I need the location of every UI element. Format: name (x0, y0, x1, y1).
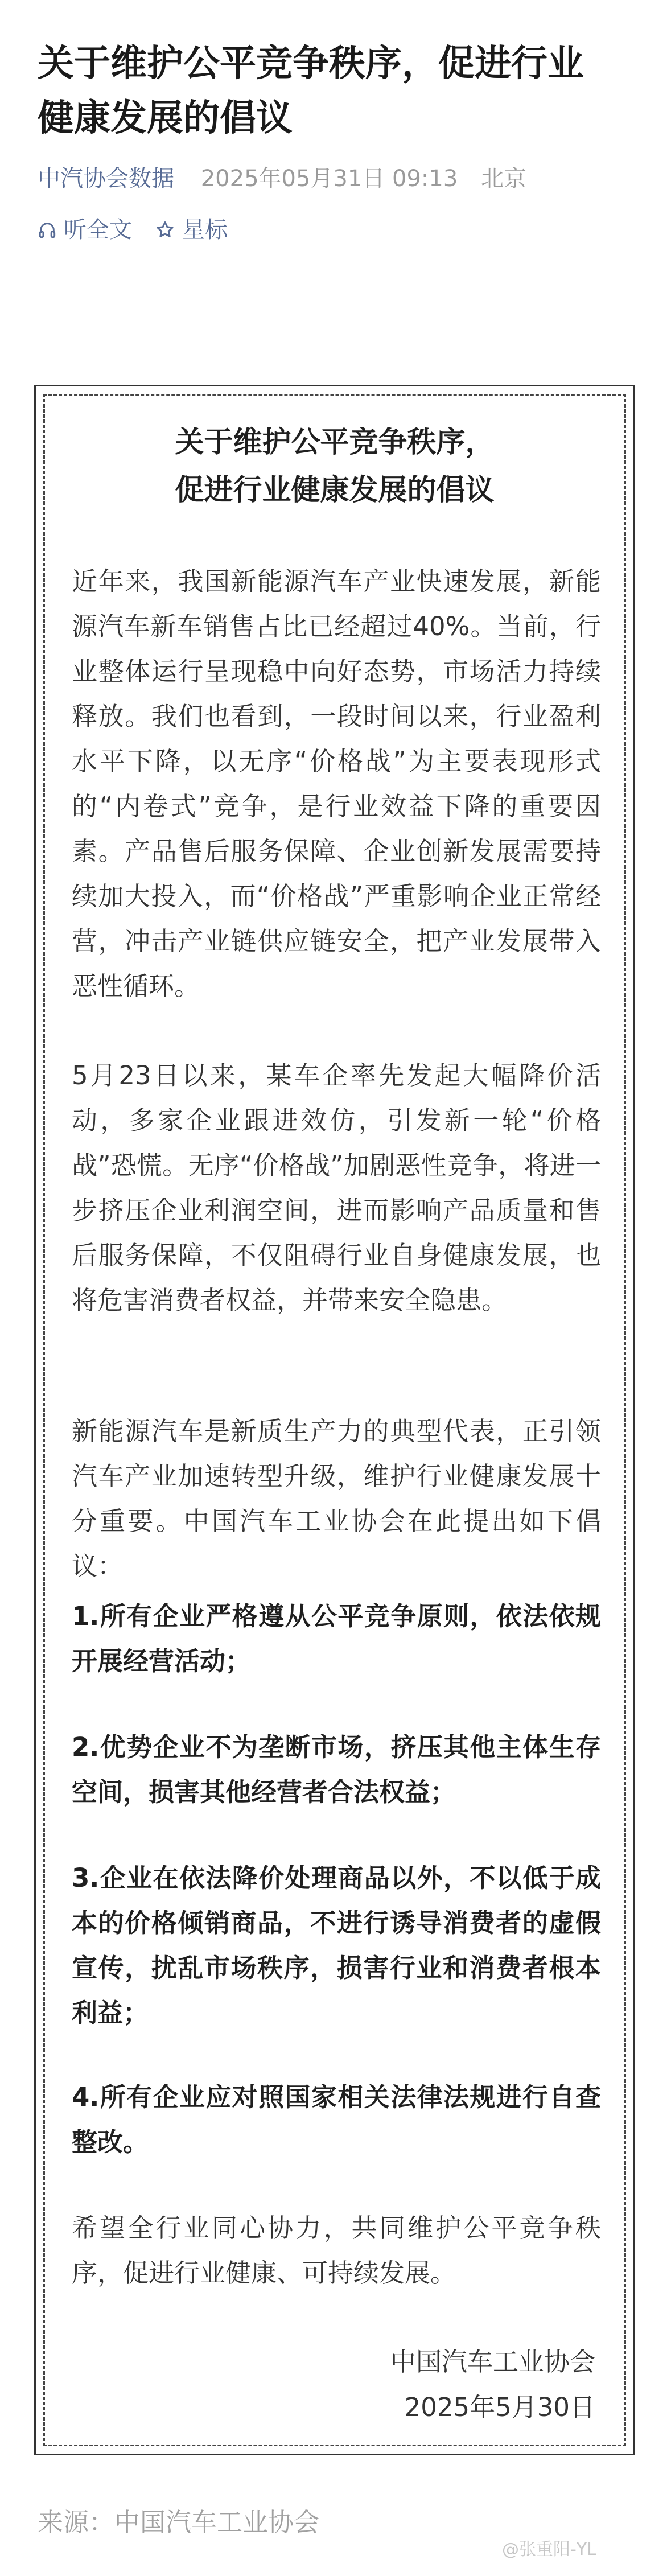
watermark: @张重阳-YL (502, 2540, 596, 2559)
sign-date: 2025年5月30日 (404, 2392, 595, 2422)
listen-label: 听全文 (64, 217, 132, 243)
account-name-link[interactable]: 中汽协会数据 (38, 166, 174, 192)
star-label: 星标 (182, 217, 228, 243)
document-title (57, 419, 612, 515)
proposal-item-1: 1.所有企业严格遵从公平竞争原则，依法依规开展经营活动； (72, 1601, 601, 1676)
proposal-item-4: 4.所有企业应对照国家相关法律法规进行自查整改。 (72, 2082, 601, 2157)
publish-date: 2025年05月31日 09:13 (200, 166, 458, 192)
paragraph-intro: 近年来，我国新能源汽车产业快速发展，新能源汽车新车销售占比已经超过40%。当前，行业整体运行呈现稳中向好态势，市场活力持续释放。我们也看到，一段时间以来，行业盈利水平下降，以无序“价格战”为主要表现形式的“内卷式”竞争，是行业效益下降的重要因素。产品售后服务保障、企业创新发展需要持续加大投入，而“价格战”严重影响企业正常经营，冲击产业链供应链安全，把产业发展带入恶性循环。 (72, 566, 601, 1001)
document-title-line-1: 关于维护公平竞争秩序， (175, 426, 495, 459)
article-meta (38, 163, 526, 195)
source-line: 来源：中国汽车工业协会 (38, 2507, 320, 2537)
article-actions (38, 214, 250, 246)
paragraph-closing: 希望全行业同心协力，共同维护公平竞争秩序，促进行业健康、可持续发展。 (72, 2213, 601, 2288)
star-icon (155, 220, 175, 240)
article-title (38, 36, 641, 146)
proposal-item-3: 3.企业在依法降价处理商品以外，不以低于成本的价格倾销商品，不进行诱导消费者的虚假宣传，扰乱市场秩序，损害行业和消费者根本利益； (72, 1863, 601, 2028)
article-title-line-2: 健康发展的倡议 (38, 97, 293, 139)
article-title-line-1: 关于维护公平竞争秩序，促进行业 (38, 43, 584, 85)
paragraph-price-war: 5月23日以来，某车企率先发起大幅降价活动，多家企业跟进效仿，引发新一轮“价格战”恐慌。无序“价格战”加剧恶性竞争，将进一步挤压企业利润空间，进而影响产品质量和售后服务保障，不仅阻碍行业自身健康发展，也将危害消费者权益，并带来安全隐患。 (72, 1060, 601, 1315)
listen-button[interactable] (38, 214, 132, 246)
headphones-icon (38, 220, 57, 240)
document-title-line-2: 促进行业健康发展的倡议 (175, 474, 495, 507)
star-button[interactable] (155, 214, 228, 246)
proposal-item-2: 2.优势企业不为垄断市场，挤压其他主体生存空间，损害其他经营者合法权益； (72, 1732, 601, 1807)
signer-name: 中国汽车工业协会 (390, 2347, 595, 2377)
paragraph-proposal-lead: 新能源汽车是新质生产力的典型代表，正引领汽车产业加速转型升级，维护行业健康发展十分重要。中国汽车工业协会在此提出如下倡议： (72, 1416, 601, 1581)
publish-location: 北京 (481, 166, 527, 192)
